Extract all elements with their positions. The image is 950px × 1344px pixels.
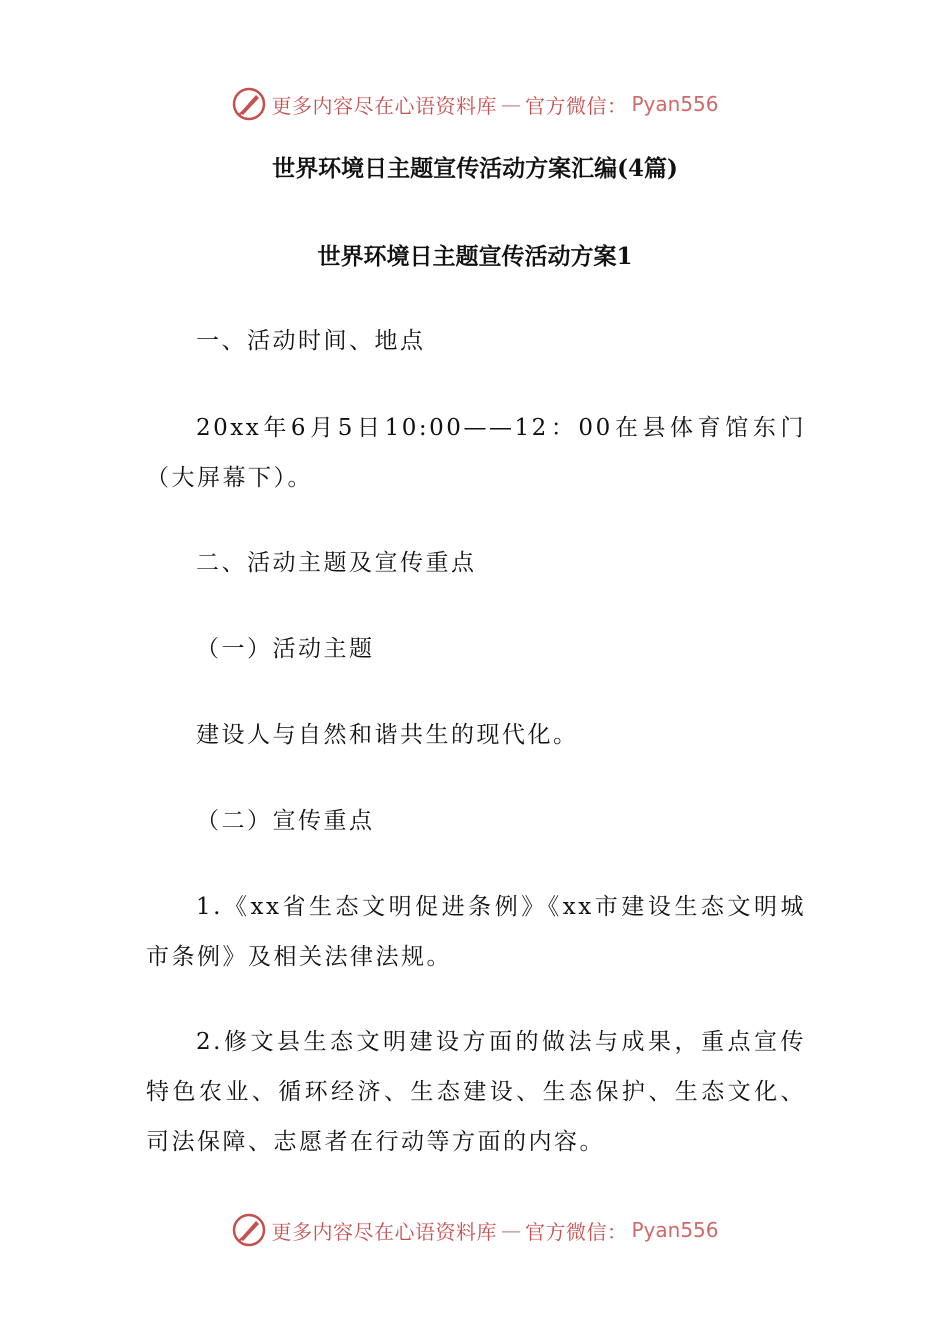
watermark-label: 官方微信： [524,93,628,118]
paragraph-time-place: 20xx年6月5日10:00——12：00在县体育馆东门（大屏幕下）。 [146,415,806,491]
list-item-2: 2.修文县生态文明建设方面的做法与成果，重点宣传特色农业、循环经济、生态建设、生态保护、生态文化、司法保障、志愿者在行动等方面的内容。 [146,1029,806,1155]
quill-logo-icon [231,1212,267,1248]
subheading-publicity-focus: （二）宣传重点 [196,808,375,834]
watermark-id: Pyan556 [631,1218,719,1242]
watermark-label: 官方微信： [524,1219,628,1244]
watermark-separator: — [500,92,521,116]
section-heading-time-place: 一、活动时间、地点 [196,328,426,354]
watermark-text: 更多内容尽在心语资料库 [271,1219,497,1244]
watermark-separator: — [500,1218,521,1242]
subheading-activity-theme: （一）活动主题 [196,636,375,662]
quill-logo-icon [231,86,267,122]
section-heading-theme: 二、活动主题及宣传重点 [196,550,477,576]
watermark-text: 更多内容尽在心语资料库 [271,93,497,118]
list-item-1: 1.《xx省生态文明促进条例》《xx市建设生态文明城市条例》及相关法律法规。 [146,894,806,970]
document-title: 世界环境日主题宣传活动方案汇编(4篇) [272,155,678,182]
document-subtitle: 世界环境日主题宣传活动方案1 [317,243,633,270]
watermark-header [0,84,950,124]
watermark-footer [0,1210,950,1250]
paragraph-activity-theme: 建设人与自然和谐共生的现代化。 [196,722,579,748]
watermark-id: Pyan556 [631,92,719,116]
